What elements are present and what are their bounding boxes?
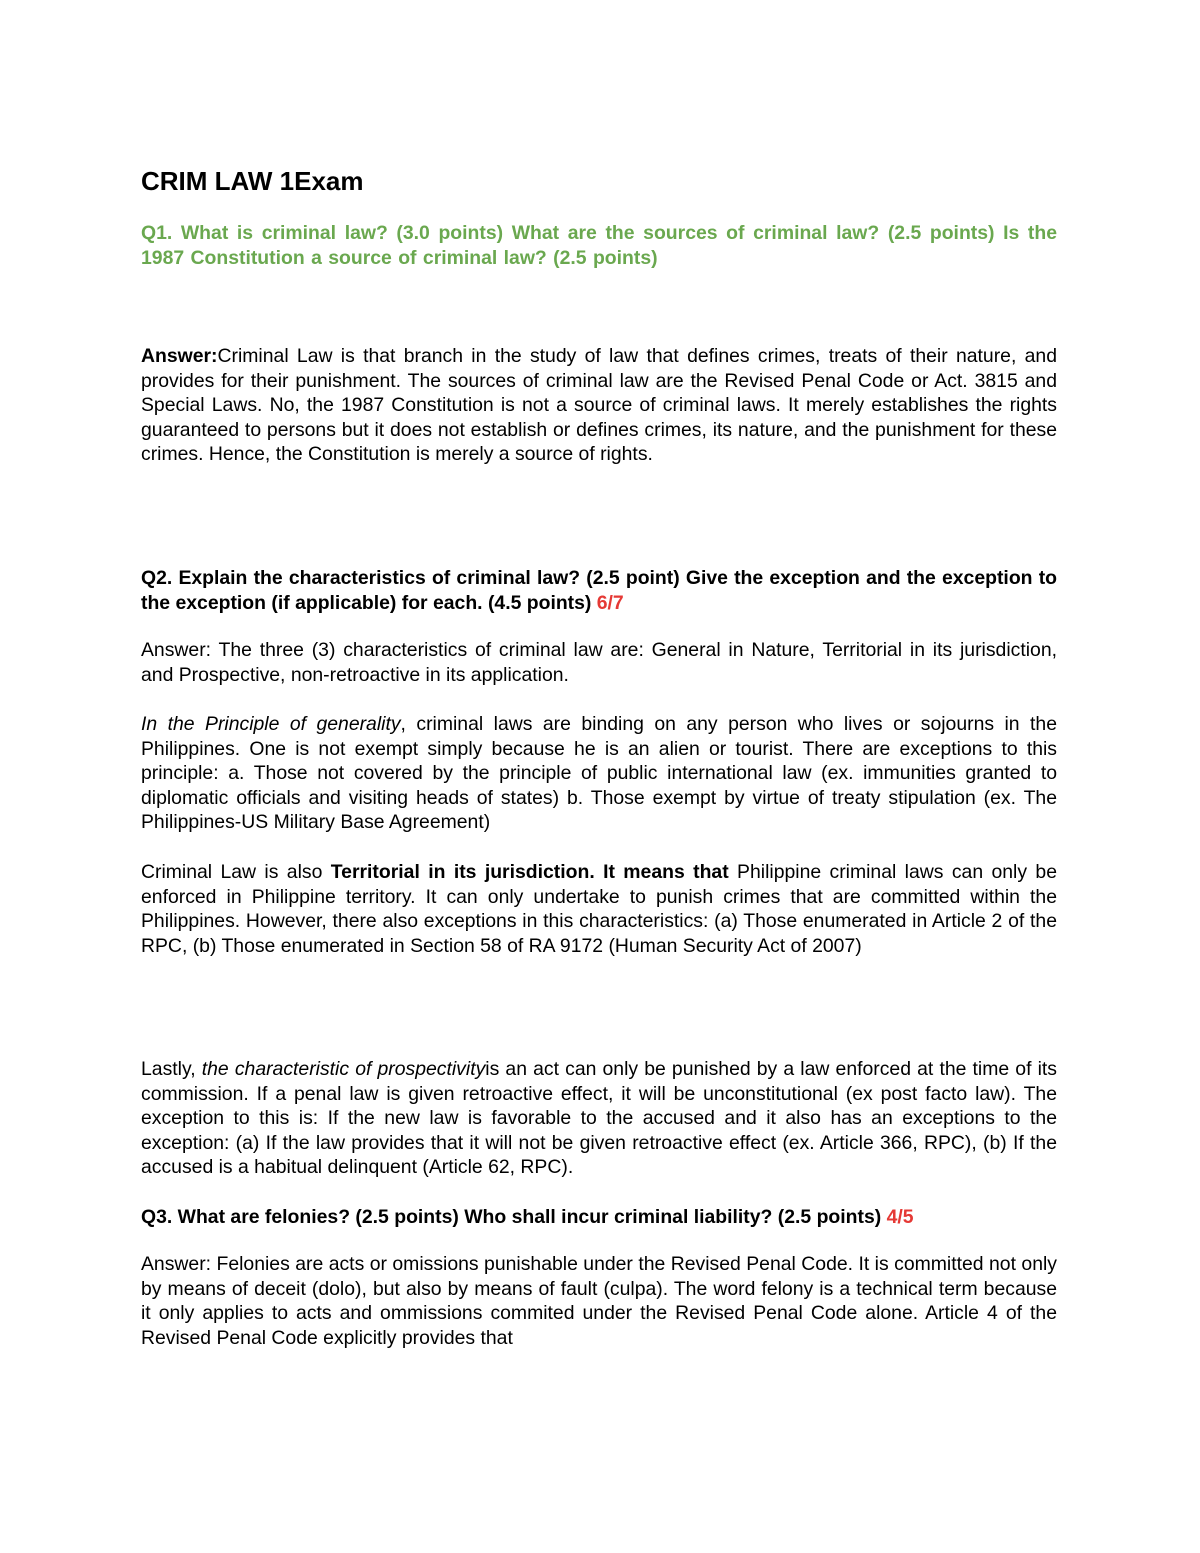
- q3-answer: Answer: Felonies are acts or omissions punishable under the Revised Penal Code. It is committed not only by means of deceit (dolo), but also by means of fault (culpa). The word felony is a technical term because it only applies to acts and ommissions commited under the Revised Penal Code alone. Article 4 of the Revised Penal Code explicitly provides that: [141, 1253, 1057, 1349]
- q2-prospectivity-intro: Lastly,: [141, 1058, 202, 1080]
- q2-territorial-bold: Territorial in its jurisdiction. It means that: [330, 861, 729, 883]
- q3-question-text: Q3. What are felonies? (2.5 points) Who shall incur criminal liability? (2.5 points): [141, 1206, 882, 1228]
- q1-answer-label: Answer:: [141, 345, 218, 367]
- q1-question: Q1. What is criminal law? (3.0 points) What are the sources of criminal law? (2.5 points) Is the 1987 Constitution a source of criminal law? (2.5 points): [141, 222, 1057, 269]
- q2-generality-paragraph: [141, 712, 1057, 835]
- q2-territorial-text: Philippine criminal laws can only be enforced in Philippine territory. It can only undertake to punish crimes that are committed within the Philippines. However, there also exceptions in this characteristics: (a) Those enumerated in Article 2 of the RPC, (b) Those enumerated in Section 58 of RA 9172 (Human Security Act of 2007): [141, 861, 1057, 957]
- q2-generality-italic: In the Principle of generality: [141, 713, 401, 735]
- q2-generality-text: , criminal laws are binding on any person who lives or sojourns in the Philippines. One is not exempt simply because he is an alien or tourist. There are exceptions to this principle: a. Those not covered by the principle of public international law (ex. immunities granted to diplomatic officials and visiting heads of states) b. Those exempt by virtue of treaty stipulation (ex. The Philippines-US Military Base Agreement): [141, 713, 1057, 834]
- q2-territorial-intro: Criminal Law is also: [141, 861, 331, 883]
- q2-prospectivity-paragraph: [141, 1057, 1057, 1180]
- q3-question: [141, 1205, 1057, 1230]
- q2-question-text: Q2. Explain the characteristics of criminal law? (2.5 point) Give the exception and the exception to the exception (if applicable) for each. (4.5 points): [141, 567, 1057, 614]
- q1-answer: [141, 344, 1057, 467]
- document-title: CRIM LAW 1Exam: [141, 166, 364, 196]
- q2-prospectivity-text: is an act can only be punished by a law enforced at the time of its commission. If a penal law is given retroactive effect, it will be unconstitutional (ex post facto law). The exception to this is: If the new law is favorable to the accused and it also has an exceptions to the exception: (a) If the law provides that it will not be given retroactive effect (ex. Article 366, RPC), (b) If the accused is a habitual delinquent (Article 62, RPC).: [141, 1058, 1057, 1179]
- q2-prospectivity-italic: the characteristic of prospectivity: [201, 1058, 486, 1080]
- q1-answer-text: Criminal Law is that branch in the study of law that defines crimes, treats of their nature, and provides for their punishment. The sources of criminal law are the Revised Penal Code or Act. 3815 and Special Laws. No, the 1987 Constitution is not a source of criminal laws. It merely establishes the rights guaranteed to persons but it does not establish or defines crimes, its nature, and the punishment for these crimes. Hence, the Constitution is merely a source of rights.: [141, 345, 1057, 466]
- q3-score: 4/5: [886, 1206, 914, 1228]
- q2-score: 6/7: [596, 591, 624, 614]
- q2-territorial-paragraph: [141, 860, 1057, 958]
- q2-answer: Answer: The three (3) characteristics of criminal law are: General in Nature, Territorial in its jurisdiction, and Prospective, non-retroactive in its application.: [141, 639, 1057, 686]
- q2-question: [141, 566, 1057, 615]
